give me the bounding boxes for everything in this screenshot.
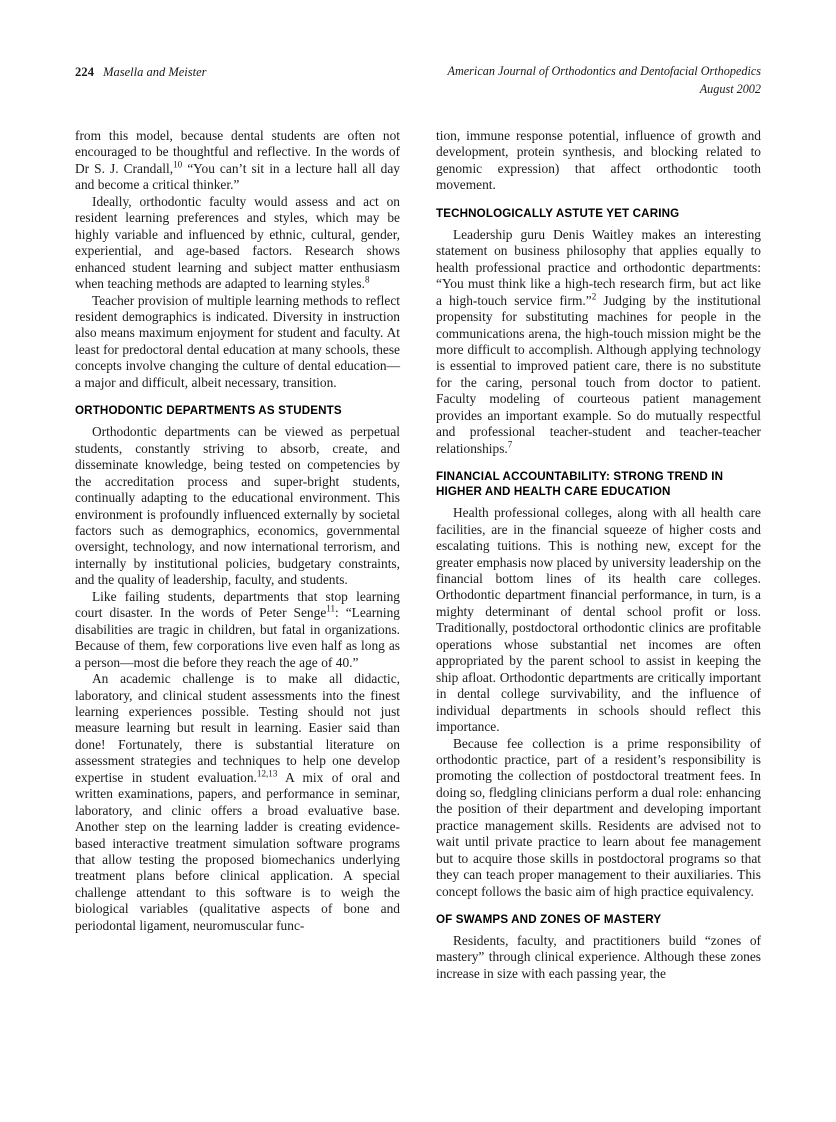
paragraph: tion, immune response potential, influence of growth and development, protein synthesis, and blocking related to genomic expression) that affect orthodontic tooth movement. xyxy=(436,128,761,193)
paragraph: Orthodontic departments can be viewed as perpetual students, constantly striving to absorb, create, and disseminate knowledge, being tested on competencies by the accreditation process and super-bright students, continually adapting to the educational environment. This environment is profoundly influenced externally by societal factors such as demographics, economics, governmental oversight, technology, and now international terrorism, and internally by institutional policies, budgetary constraints, and the quality of leadership, faculty, and students. xyxy=(75,424,400,588)
section-heading: TECHNOLOGICALLY ASTUTE YET CARING xyxy=(436,206,680,220)
section-heading: FINANCIAL ACCOUNTABILITY: STRONG TREND IN xyxy=(436,470,724,484)
paragraph: Residents, faculty, and practitioners build “zones of mastery” through clinical experience. Although these zones increase in size with each passing year, the xyxy=(436,933,761,981)
paragraph xyxy=(75,128,400,194)
journal-title: American Journal of Orthodontics and Dentofacial Orthopedics xyxy=(447,64,761,78)
paragraph-text-cont: : “Learning disabilities are tragic in children, but fatal in organizations. Because of them, few corporations live even half as long as a person—most die before they reach the age of 40.” xyxy=(75,605,400,670)
section-heading-line2: HIGHER AND HEALTH CARE EDUCATION xyxy=(436,485,671,499)
paragraph-text-cont: A mix of oral and written examinations, papers, and performance in seminar, laboratory, and clinic offers a broad evaluative base. Another step on the learning ladder is creating evidence-based interactive treatment simulation software programs that allow testing the proposed biomechanics underlying treatment plans before clinical application. A special challenge attendant to this software is to weigh the biological variables (qualitative aspects of bone and periodontal ligament, neuromuscular func- xyxy=(75,769,400,933)
paragraph-text: An academic challenge is to make all didactic, laboratory, and clinical student assessments into the finest learning experiences possible. Testing should not just measure learning but result in learning. Easier said than done! Fortunately, there is substantial literature on assessment strategies and techniques to help one develop expertise in student evaluation. xyxy=(75,671,400,785)
running-head-right xyxy=(448,63,761,98)
column-right xyxy=(436,128,761,982)
paragraph-text: Like failing students, departments that stop learning court disaster. In the words of Peter Senge xyxy=(75,588,400,621)
reference-marker: 12,13 xyxy=(256,768,278,779)
paragraph: Health professional colleges, along with all health care facilities, are in the financial squeeze of higher costs and escalating tuitions. This is nothing new, except for the greater emphasis now placed by university leadership on the financial bottom lines of its health care colleges. Orthodontic department financial performance, in turn, is a mighty determinant of dental school profit or loss. Traditionally, postdoctoral orthodontic clinics are profitable operations whose substantial net incomes are often appropriated by the parent school to assist in keeping the ship afloat. Orthodontic departments are critically important in dental college survivability, and the influence of individual departments in schools should reflect this importance. xyxy=(436,505,761,735)
reference-marker: 11 xyxy=(326,603,336,614)
reference-marker: 2 xyxy=(591,291,597,302)
paragraph: Teacher provision of multiple learning methods to reflect resident demographics is indicated. Diversity in instruction also means maximum enjoyment for student and faculty. At least for predoctoral dental education at many schools, these concepts involve changing the culture of dental education—a major and difficult, albeit necessary, transition. xyxy=(75,292,400,390)
author-names: Masella and Meister xyxy=(103,65,207,79)
paragraph xyxy=(436,227,761,457)
spacer xyxy=(436,457,761,469)
paragraph xyxy=(75,589,400,671)
spacer xyxy=(75,391,400,403)
paragraph xyxy=(75,194,400,293)
reference-marker: 7 xyxy=(507,439,513,450)
section-heading: OF SWAMPS AND ZONES OF MASTERY xyxy=(436,913,662,927)
spacer xyxy=(436,900,761,912)
reference-marker: 8 xyxy=(365,274,370,285)
paragraph-text-cont: “You can’t sit in a lecture hall all day and become a critical thinker.” xyxy=(75,160,400,193)
paragraph-text: Leadership guru Denis Waitley makes an interesting statement on business philosophy that applies equally to health professional practice and orthodontic departments: “You must think like a high-tech research firm, but act like a high-touch service firm.” xyxy=(436,226,761,308)
paragraph xyxy=(75,671,400,934)
paragraph-text-cont: Judging by the institutional propensity for substituting machines for people in the communications arena, the high-touch mission might be the more difficult to accomplish. Although applying technology is essential to improved patient care, there is no substitute for the caring, personal touch from doctor to patient. Faculty modeling of courteous patient management provides an important example. So do mutually respectful and professional teacher-student and teacher-teacher relationships. xyxy=(436,292,761,456)
spacer xyxy=(436,194,761,206)
reference-marker: 10 xyxy=(173,159,183,170)
section-heading: ORTHODONTIC DEPARTMENTS AS STUDENTS xyxy=(75,404,342,418)
running-head-left xyxy=(75,63,207,81)
paragraph-text: Ideally, orthodontic faculty would assess and act on resident learning preferences and styles, which may be highly variable and influenced by ethnic, cultural, gender, experiential, and age-based factors. Research shows enhanced student learning and subject matter enthusiasm when teaching methods are adapted to learning styles. xyxy=(75,193,400,292)
page-number: 224 xyxy=(75,65,95,79)
issue-date: August 2002 xyxy=(699,81,761,96)
paragraph: Because fee collection is a prime responsibility of orthodontic practice, part of a resident’s responsibility is promoting the collection of postdoctoral treatment fees. In doing so, fledgling clinicians perform a dual role: enhancing the position of their department and developing important practice management skills. Residents are advised not to wait until private practice to learn about fee management but to acquire those skills in postdoctoral programs so that they can teach proper management to their auxiliaries. This concept follows the basic aim of high practice equivalency. xyxy=(436,735,761,899)
paragraph-text: from this model, because dental students are often not encouraged to be thoughtful and reflective. In the words of Dr S. J. Crandall, xyxy=(75,128,400,176)
column-left xyxy=(75,128,400,934)
running-head xyxy=(75,63,761,99)
